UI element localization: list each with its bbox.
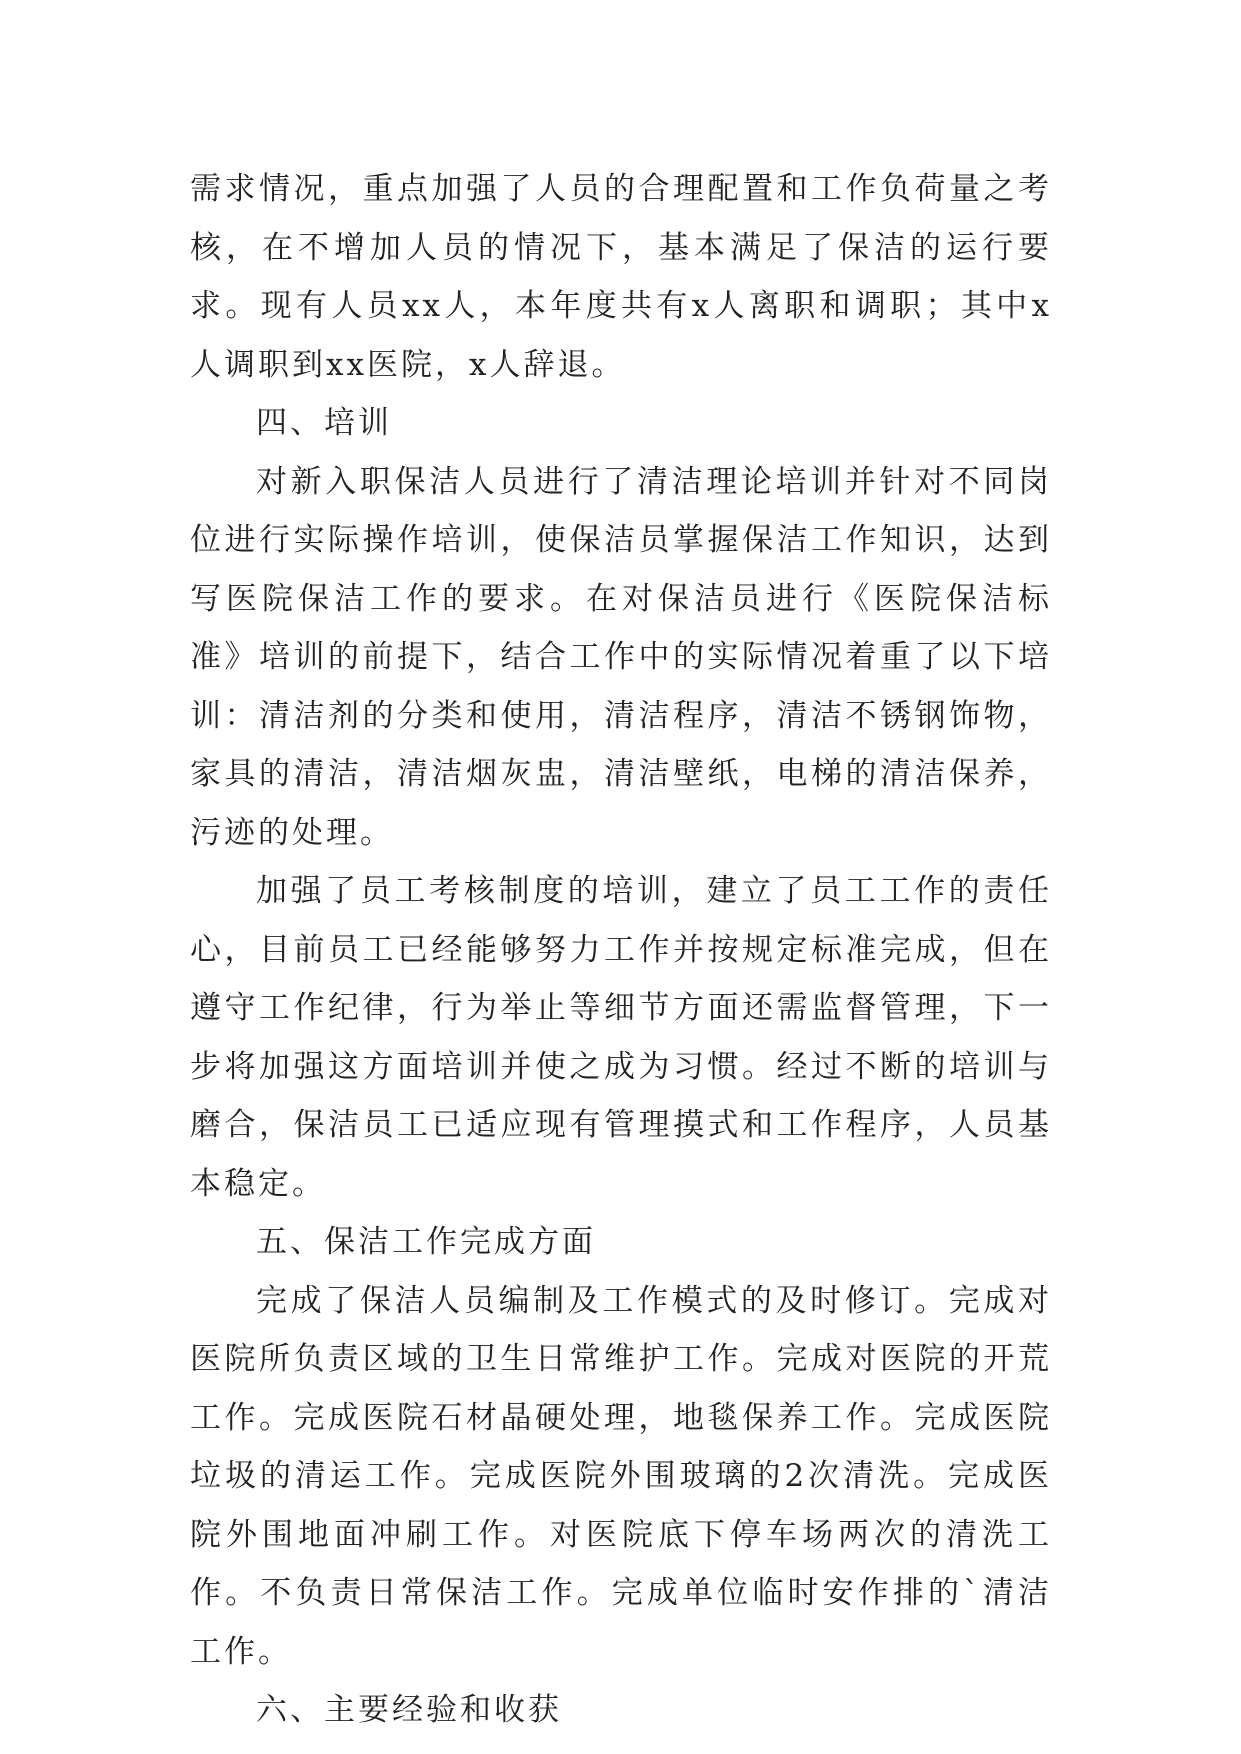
paragraph-assessment: 加强了员工考核制度的培训，建立了员工工作的责任心，目前员工已经能够努力工作并按规定标准完成，但在遵守工作纪律，行为举止等细节方面还需监督管理，下一步将加强这方面培训并使之成为习惯。经过不断的培训与磨合，保洁员工已适应现有管理摸式和工作程序，人员基本稳定。: [190, 873, 1052, 1202]
section-heading-experience: 六、主要经验和收获: [256, 1692, 562, 1728]
section-heading-training: 四、培训: [256, 405, 392, 441]
paragraph-training-content: 对新入职保洁人员进行了清洁理论培训并针对不同岗位进行实际操作培训，使保洁员掌握保洁工作知识，达到写医院保洁工作的要求。在对保洁员进行《医院保洁标准》培训的前提下，结合工作中的实际情况着重了以下培训：清洁剂的分类和使用，清洁程序，清洁不锈钢饰物，家具的清洁，清洁烟灰盅，清洁壁纸，电梯的清洁保养，污迹的处理。: [190, 463, 1052, 851]
document-body: [190, 160, 1052, 1740]
paragraph-work-completed: 完成了保洁人员编制及工作模式的及时修订。完成对医院所负责区域的卫生日常维护工作。完成对医院的开荒工作。完成医院石材晶硬处理，地毯保养工作。完成医院垃圾的清运工作。完成医院外围玻璃的2次清洗。完成医院外围地面冲刷工作。对医院底下停车场两次的清洗工作。不负责日常保洁工作。完成单位临时安作排的`清洁工作。: [190, 1282, 1052, 1670]
section-heading-work-completed: 五、保洁工作完成方面: [256, 1224, 596, 1260]
paragraph-staffing: 需求情况，重点加强了人员的合理配置和工作负荷量之考核，在不增加人员的情况下，基本满足了保洁的运行要求。现有人员xx人，本年度共有x人离职和调职；其中x人调职到xx医院，x人辞退。: [190, 171, 1052, 383]
